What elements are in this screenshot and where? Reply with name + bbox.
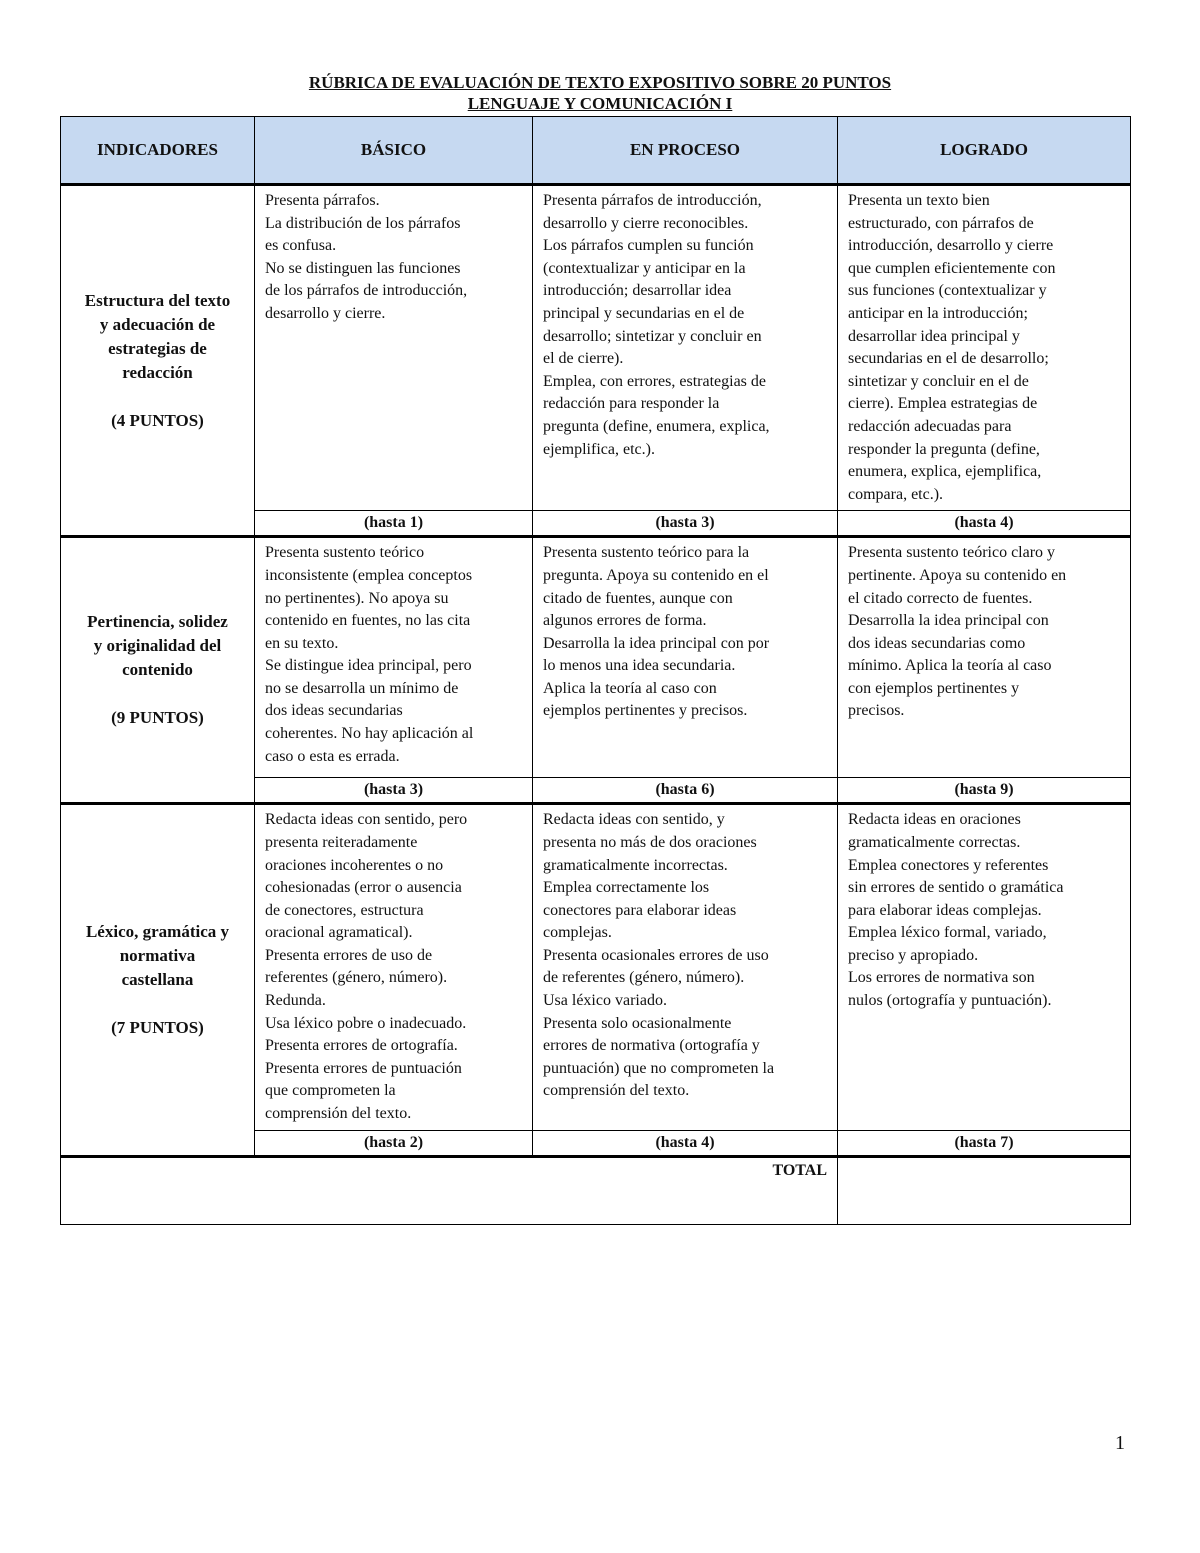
descriptor-line: el de cierre). xyxy=(543,350,624,368)
descriptor-line: desarrollo; sintetizar y concluir en xyxy=(543,327,762,345)
descriptor-line: principal y secundarias en el de xyxy=(543,304,745,322)
rubric-row xyxy=(61,537,1131,778)
score-logrado: (hasta 4) xyxy=(838,511,1131,537)
total-value-cell xyxy=(838,1156,1131,1224)
descriptor-line: Presenta párrafos de introducción, xyxy=(543,192,762,209)
descriptor-line: cohesionadas (error o ausencia xyxy=(265,879,462,897)
descriptor-logrado xyxy=(838,537,1131,778)
descriptor-line: algunos errores de forma. xyxy=(543,612,707,630)
descriptor-line: Presenta solo ocasionalmente xyxy=(543,1014,732,1032)
descriptor-line: Presenta errores de puntuación xyxy=(265,1059,462,1077)
score-en-proceso: (hasta 3) xyxy=(533,511,838,537)
descriptor-basico xyxy=(255,185,533,511)
descriptor-line: introducción, desarrollo y cierre xyxy=(848,237,1054,255)
indicator-line: contenido xyxy=(122,660,193,680)
descriptor-line: Emplea correctamente los xyxy=(543,879,710,897)
descriptor-line: de referentes (género, número). xyxy=(543,969,745,987)
indicator-line: redacción xyxy=(122,362,193,382)
header-logrado: LOGRADO xyxy=(838,117,1131,185)
rubric-table xyxy=(60,116,1131,1225)
descriptor-line: Se distingue idea principal, pero xyxy=(265,657,472,675)
descriptor-line: lo menos una idea secundaria. xyxy=(543,657,736,675)
descriptor-line: Redacta ideas con sentido, pero xyxy=(265,811,468,829)
descriptor-line: preciso y apropiado. xyxy=(848,946,979,964)
descriptor-line: caso o esta es errada. xyxy=(265,747,400,765)
descriptor-line: gramaticalmente correctas. xyxy=(848,833,1021,851)
descriptor-line: contenido en fuentes, no las cita xyxy=(265,612,471,630)
descriptor-line: en su texto. xyxy=(265,634,339,652)
rubric-row xyxy=(61,185,1131,511)
descriptor-line: sintetizar y concluir en el de xyxy=(848,372,1029,390)
descriptor-line: con ejemplos pertinentes y xyxy=(848,679,1020,697)
descriptor-line: de conectores, estructura xyxy=(265,901,424,919)
descriptor-line: conectores para elaborar ideas xyxy=(543,901,737,919)
descriptor-line: dos ideas secundarias xyxy=(265,702,403,720)
indicator-line: normativa xyxy=(119,945,196,965)
descriptor-basico xyxy=(255,804,533,1130)
descriptor-line: sin errores de sentido o gramática xyxy=(848,879,1064,897)
descriptor-line: comprensión del texto. xyxy=(265,1105,412,1123)
descriptor-line: complejas. xyxy=(543,924,612,942)
descriptor-line: estructurado, con párrafos de xyxy=(848,214,1034,232)
descriptor-basico xyxy=(255,537,533,778)
indicator-line: estrategias de xyxy=(108,338,207,358)
indicator-points: (9 PUNTOS) xyxy=(111,708,204,728)
score-en-proceso: (hasta 6) xyxy=(533,778,838,804)
descriptor-line: Aplica la teoría al caso con xyxy=(543,679,717,697)
descriptor-line: puntuación) que no comprometen la xyxy=(543,1059,775,1077)
descriptor-line: oracional agramatical). xyxy=(265,924,413,942)
page-number: 1 xyxy=(1115,1432,1125,1454)
descriptor-line: Emplea conectores y referentes xyxy=(848,856,1049,874)
indicator-cell xyxy=(61,804,255,1156)
descriptor-line: Presenta errores de uso de xyxy=(265,946,433,964)
descriptor-line: desarrollar idea principal y xyxy=(848,327,1020,345)
descriptor-line: (contextualizar y anticipar en la xyxy=(543,259,746,277)
descriptor-line: que comprometen la xyxy=(265,1082,396,1100)
descriptor-line: Usa léxico variado. xyxy=(543,992,667,1010)
descriptor-line: Presenta sustento teórico claro y xyxy=(848,544,1056,562)
descriptor-line: Desarrolla la idea principal con xyxy=(848,612,1049,630)
descriptor-line: ejemplos pertinentes y precisos. xyxy=(543,702,748,720)
indicator-cell xyxy=(61,537,255,804)
descriptor-line: dos ideas secundarias como xyxy=(848,634,1026,652)
descriptor-line: Presenta errores de ortografía. xyxy=(265,1037,458,1055)
descriptor-logrado xyxy=(838,804,1131,1130)
indicator-line: Pertinencia, solidez xyxy=(87,612,228,632)
indicator-line: castellana xyxy=(121,969,194,989)
descriptor-line: redacción para responder la xyxy=(543,395,720,413)
descriptor-line: Desarrolla la idea principal con por xyxy=(543,634,770,652)
score-basico: (hasta 1) xyxy=(255,511,533,537)
descriptor-line: Emplea, con errores, estrategias de xyxy=(543,372,767,390)
descriptor-line: Presenta un texto bien xyxy=(848,192,990,209)
descriptor-line: anticipar en la introducción; xyxy=(848,304,1028,322)
descriptor-line: secundarias en el de desarrollo; xyxy=(848,350,1049,368)
descriptor-line: inconsistente (emplea conceptos xyxy=(265,566,473,584)
descriptor-line: Redacta ideas en oraciones xyxy=(848,811,1021,829)
descriptor-line: gramaticalmente incorrectas. xyxy=(543,856,728,874)
total-row xyxy=(61,1156,1131,1224)
header-basico: BÁSICO xyxy=(255,117,533,185)
descriptor-line: Presenta párrafos. xyxy=(265,192,380,209)
score-basico: (hasta 3) xyxy=(255,778,533,804)
header-indicadores: INDICADORES xyxy=(61,117,255,185)
document-title: RÚBRICA DE EVALUACIÓN DE TEXTO EXPOSITIVO SOBRE 20 PUNTOS xyxy=(308,73,892,92)
descriptor-line: presenta reiteradamente xyxy=(265,833,418,851)
document-subtitle: LENGUAJE Y COMUNICACIÓN I xyxy=(467,94,733,113)
header-row xyxy=(61,117,1131,185)
descriptor-line: es confusa. xyxy=(265,237,337,255)
descriptor-line: oraciones incoherentes o no xyxy=(265,856,444,874)
indicator-line: y originalidad del xyxy=(93,636,222,656)
descriptor-line: comprensión del texto. xyxy=(543,1082,690,1100)
descriptor-line: Emplea léxico formal, variado, xyxy=(848,924,1047,942)
rubric-row xyxy=(61,804,1131,1130)
indicator-line: y adecuación de xyxy=(99,314,216,334)
descriptor-en-proceso xyxy=(533,185,838,511)
indicator-cell xyxy=(61,185,255,537)
descriptor-line: Presenta sustento teórico para la xyxy=(543,544,750,562)
descriptor-line: compara, etc.). xyxy=(848,485,944,503)
descriptor-logrado xyxy=(838,185,1131,511)
descriptor-line: Usa léxico pobre o inadecuado. xyxy=(265,1014,467,1032)
descriptor-line: coherentes. No hay aplicación al xyxy=(265,725,474,743)
score-basico: (hasta 2) xyxy=(255,1130,533,1156)
descriptor-line: mínimo. Aplica la teoría al caso xyxy=(848,657,1052,675)
descriptor-line: cierre). Emplea estrategias de xyxy=(848,395,1038,413)
descriptor-line: desarrollo y cierre reconocibles. xyxy=(543,214,749,232)
descriptor-line: pregunta. Apoya su contenido en el xyxy=(543,566,769,584)
descriptor-line: precisos. xyxy=(848,702,905,720)
descriptor-en-proceso xyxy=(533,537,838,778)
descriptor-line: Presenta ocasionales errores de uso xyxy=(543,946,769,964)
descriptor-line: sus funciones (contextualizar y xyxy=(848,282,1047,300)
descriptor-line: pregunta (define, enumera, explica, xyxy=(543,417,770,435)
descriptor-line: no se desarrolla un mínimo de xyxy=(265,679,459,697)
descriptor-line: redacción adecuadas para xyxy=(848,417,1012,435)
descriptor-line: nulos (ortografía y puntuación). xyxy=(848,992,1052,1010)
descriptor-line: citado de fuentes, aunque con xyxy=(543,589,733,607)
descriptor-line: referentes (género, número). xyxy=(265,969,448,987)
descriptor-line: presenta no más de dos oraciones xyxy=(543,833,757,851)
descriptor-line: responder la pregunta (define, xyxy=(848,440,1040,458)
descriptor-en-proceso xyxy=(533,804,838,1130)
header-en-proceso: EN PROCESO xyxy=(533,117,838,185)
descriptor-line: errores de normativa (ortografía y xyxy=(543,1037,760,1055)
score-logrado: (hasta 7) xyxy=(838,1130,1131,1156)
descriptor-line: Presenta sustento teórico xyxy=(265,544,425,562)
descriptor-line: Redunda. xyxy=(265,992,326,1010)
score-logrado: (hasta 9) xyxy=(838,778,1131,804)
descriptor-line: Redacta ideas con sentido, y xyxy=(543,811,725,829)
descriptor-line: Los párrafos cumplen su función xyxy=(543,237,754,255)
indicator-points: (4 PUNTOS) xyxy=(111,410,204,430)
descriptor-line: desarrollo y cierre. xyxy=(265,304,386,322)
descriptor-line: el citado correcto de fuentes. xyxy=(848,589,1033,607)
descriptor-line: enumera, explica, ejemplifica, xyxy=(848,463,1042,481)
descriptor-line: ejemplifica, etc.). xyxy=(543,440,655,458)
total-label: TOTAL xyxy=(61,1156,838,1224)
descriptor-line: de los párrafos de introducción, xyxy=(265,282,468,300)
descriptor-line: Los errores de normativa son xyxy=(848,969,1035,987)
descriptor-line: No se distinguen las funciones xyxy=(265,259,461,277)
descriptor-line: para elaborar ideas complejas. xyxy=(848,901,1042,919)
indicator-line: Léxico, gramática y xyxy=(85,921,230,941)
descriptor-line: no pertinentes). No apoya su xyxy=(265,589,449,607)
score-en-proceso: (hasta 4) xyxy=(533,1130,838,1156)
indicator-line: Estructura del texto xyxy=(84,290,231,310)
indicator-points: (7 PUNTOS) xyxy=(111,1017,204,1037)
descriptor-line: pertinente. Apoya su contenido en xyxy=(848,566,1067,584)
descriptor-line: que cumplen eficientemente con xyxy=(848,259,1056,277)
descriptor-line: La distribución de los párrafos xyxy=(265,214,461,232)
descriptor-line: introducción; desarrollar idea xyxy=(543,282,732,300)
